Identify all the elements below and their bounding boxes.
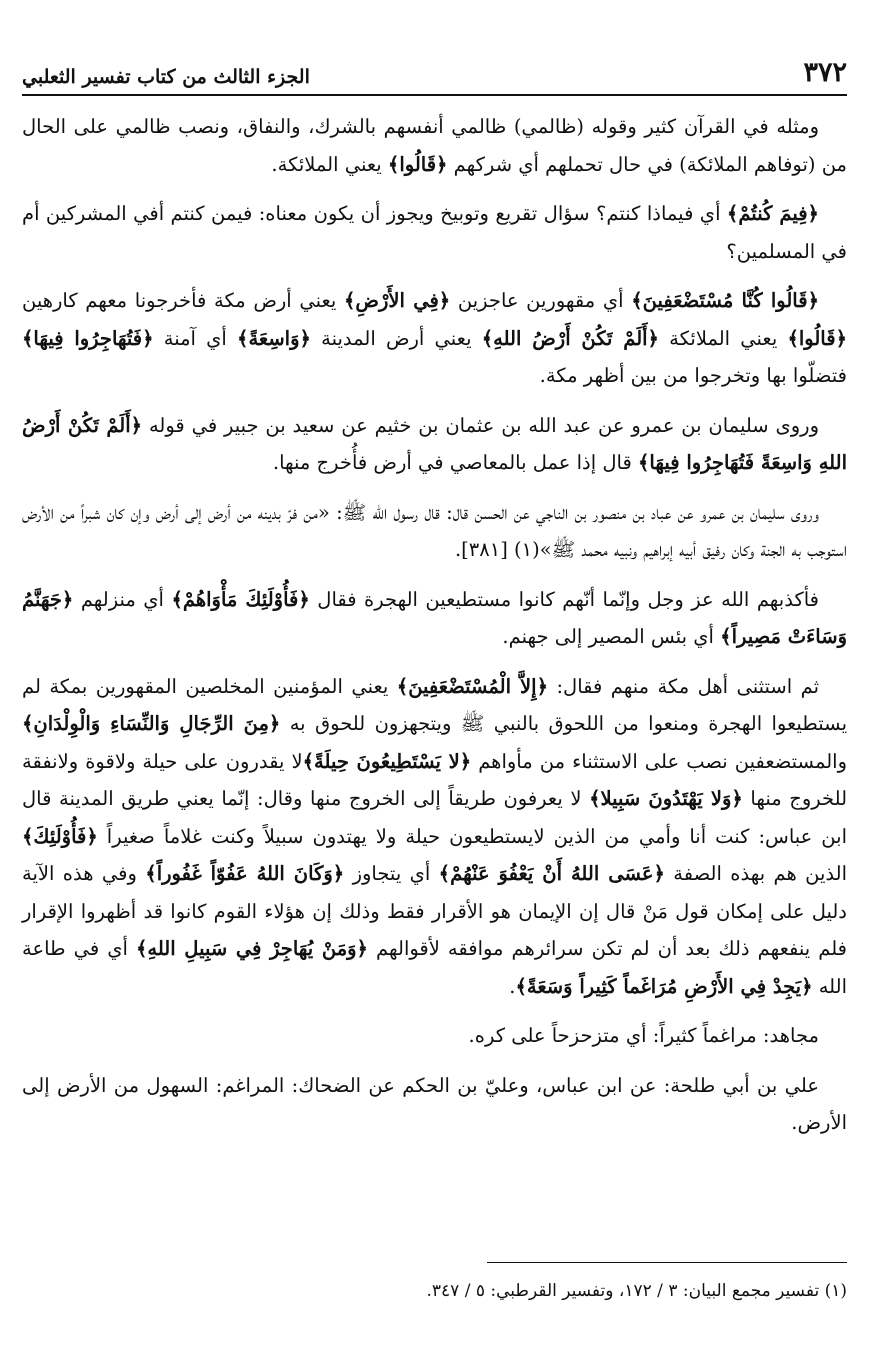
quran-quote: ﴿فِي الأَرْضِ﴾ (344, 289, 451, 312)
text-run: لا يعرفون طريقاً إلى الخروج منها وقال: إنّما يعني طريق المدينة قال ابن عباس: كنت أنا وأمي من الذين لايستطيعون حيلة ولا يهتدون سبيلاً وكنت غلاماً صغيراً (22, 787, 847, 848)
text-run: . (509, 974, 516, 998)
text-run: والمستضعفين نصب على الاستثناء من مأواهم (471, 749, 847, 773)
text-run: فتضلّوا بها وتخرجوا من بين أظهر مكة. (539, 364, 847, 387)
quran-quote: ﴿فِيمَ كُنتُمْ﴾ (726, 202, 819, 225)
text-run: أي مقهورين عاجزين (450, 289, 632, 312)
quran-quote: ﴿وَكَانَ اللهُ عَفُوّاً غَفُوراً﴾ (145, 862, 345, 885)
text-run: يعني الملائكة (658, 326, 788, 350)
quran-quote: ﴿عَسَى اللهُ أَنْ يَعْفُوَ عَنْهُمْ﴾ (438, 862, 665, 885)
page-header (22, 50, 847, 96)
text-run: لا يقدرون على حيلة ولاقوة ولانفقة للخروج منها (22, 749, 848, 810)
quran-quote: ﴿فَتُهَاجِرُوا فِيهَا﴾ (22, 326, 154, 350)
text-run: يعني الملائكة. (271, 152, 388, 176)
paragraph (22, 1067, 847, 1142)
text-run: ثم استثنى أهل مكة منهم فقال: (548, 674, 819, 698)
quran-quote: ﴿قَالُوا﴾ (787, 326, 848, 350)
text-run: فأكذبهم الله عز وجل وإنّما أنّهم كانوا مستطيعين الهجرة فقال (309, 587, 819, 611)
body-text (22, 108, 847, 1154)
text-run: أي بئس المصير إلى جهنم. (502, 625, 721, 648)
text-run: علي بن أبي طلحة: عن ابن عباس، وعليّ بن الحكم عن الضحاك: المراغم: السهول من الأرض إلى الأرض. (22, 1073, 847, 1134)
paragraph (22, 282, 847, 395)
text-run: يعني المؤمنين المخلصين المقهورين بمكة لم يستطيعوا الهجرة ومنعوا من اللحوق بالنبي ﷺ ويتجهزون للحوق به (22, 674, 847, 735)
paragraph (22, 407, 847, 482)
text-run: مجاهد: مراغماً كثيراً: أي متزحزحاً على كره. (468, 1024, 819, 1047)
paragraph (22, 195, 847, 270)
quran-quote: ﴿وَاسِعَةً﴾ (237, 326, 311, 350)
quran-quote: ﴿مِنَ الرِّجَالِ وَالنِّسَاءِ وَالْوِلْدَانِ﴾ (22, 712, 281, 735)
text-run: يعني أرض مكة فأخرجونا معهم كارهين (22, 289, 344, 312)
quran-quote: ﴿وَلا يَهْتَدُونَ سَبِيلا﴾ (589, 787, 743, 810)
quran-quote: ﴿جَهَنَّمُ وَسَاءَتْ مَصِيراً﴾ (22, 587, 847, 648)
quran-quote: ﴿قَالُوا﴾ (387, 152, 448, 176)
text-run: الذين هم بهذه الصفة (664, 862, 847, 885)
footnote-divider (487, 1262, 847, 1263)
page-number: ٣٧٢ (803, 57, 847, 88)
quran-quote: ﴿لا يَسْتَطِيعُونَ حِيلَةً﴾ (302, 749, 472, 773)
quran-quote: ﴿أَلَمْ تَكُنْ أَرْضُ اللهِ﴾ (481, 326, 659, 350)
quran-quote: ﴿فَأُوْلَئِكَ مَأْوَاهُمْ﴾ (171, 587, 310, 611)
text-run: أي في طاعة الله (22, 937, 847, 998)
text-run: أي يتجاوز (344, 862, 439, 885)
text-run: وروى سليمان بن عمرو عن عباد بن منصور بن الناجي عن الحسن قال: قال رسول الله ﷺ: «من فرّ بدينه من أرض إلى أرض وإن كان شبراً من الأرض استوجب به الجنة وكان رفيق أبيه إبراهيم ونبيه محمد ﷺ»(١) [٣٨١]. (22, 500, 847, 561)
quran-quote: ﴿فَأُوْلَئِكَ﴾ (22, 824, 98, 848)
text-run: ومثله في القرآن كثير وقوله (ظالمي) ظالمي أنفسهم بالشرك، والنفاق، ونصب ظالمي على الحال من (توفاهم الملائكة) في حال تحملهم أي شركهم (22, 115, 847, 176)
quran-quote: ﴿يَجِدْ فِي الأَرْضِ مُرَاغَماً كَثِيراً وَسَعَةً﴾ (515, 974, 813, 998)
text-run: أي آمنة (153, 326, 238, 350)
paragraph (22, 581, 847, 656)
quran-quote: ﴿قَالُوا كُنَّا مُسْتَضْعَفِينَ﴾ (631, 289, 819, 312)
quran-quote: ﴿أَلَمْ تَكُنْ أَرْضُ اللهِ وَاسِعَةً فَتُهَاجِرُوا فِيهَا﴾ (22, 413, 847, 474)
quran-quote: ﴿وَمَنْ يُهَاجِرْ فِي سَبِيلِ اللهِ﴾ (135, 937, 368, 960)
footnote: (١) تفسير مجمع البيان: ٣ / ١٧٢، وتفسير القرطبي: ٥ / ٣٤٧. (426, 1281, 847, 1301)
text-run: وروى سليمان بن عمرو عن عبد الله بن عثمان بن خثيم عن سعيد بن جبير في قوله (142, 413, 819, 437)
paragraph (22, 668, 847, 1006)
text-run: أي فيماذا كنتم؟ سؤال تقريع وتوبيخ ويجوز أن يكون معناه: فيمن كنتم أفي المشركين أم في المسلمين؟ (22, 202, 847, 263)
quran-quote: ﴿إِلاَّ الْمُسْتَضْعَفِينَ﴾ (396, 674, 549, 698)
text-run: قال إذا عمل بالمعاصي في أرض فأُخرج منها. (272, 451, 638, 474)
text-run: أي منزلهم (73, 587, 172, 611)
paragraph (22, 108, 847, 183)
text-run: يعني أرض المدينة (310, 326, 482, 350)
running-title: الجزء الثالث من كتاب تفسير الثعلبي (22, 66, 310, 88)
paragraph (22, 1017, 847, 1055)
paragraph (22, 494, 847, 569)
text-run: وفي هذه الآية دليل على إمكان قول مَنْ قال إن الإيمان هو الأقرار فقط وذلك إن هؤلاء القوم كانوا قد أظهروا الإقرار فلم ينفعهم ذلك بعد أن لم تكن سرائرهم موافقه لأقوالهم (22, 862, 848, 960)
